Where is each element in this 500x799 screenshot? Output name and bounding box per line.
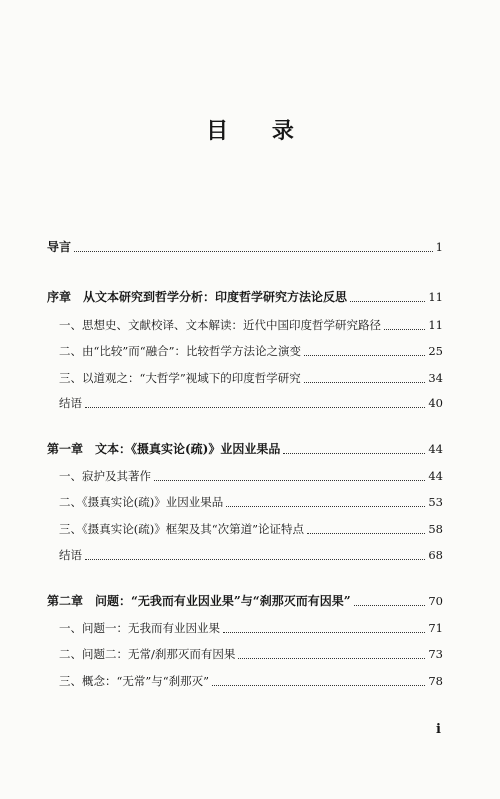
toc-entry-label: 三、以道观之：“大哲学”视域下的印度哲学研究 <box>59 371 301 385</box>
toc-entry-page: 1 <box>435 240 443 254</box>
toc-entry-chapter-2 <box>47 594 443 609</box>
toc-entry-page: 68 <box>428 548 443 562</box>
dot-leader <box>304 382 426 383</box>
toc-entry <box>59 621 443 636</box>
toc-entry <box>59 396 443 411</box>
toc-entry <box>59 344 443 359</box>
toc-entry-label: 一、问题一：无我而有业因业果 <box>59 621 220 635</box>
toc-entry-label: 三、概念：“无常”与“刹那灭” <box>59 674 210 688</box>
dot-leader <box>350 301 425 302</box>
toc-entry <box>59 548 443 563</box>
toc-entry-intro <box>47 240 443 255</box>
toc-entry-page: 73 <box>428 647 443 661</box>
toc-entry <box>59 469 443 484</box>
toc-entry-label: 第二章 问题：“无我而有业因业果”与“刹那灭而有因果” <box>47 594 351 608</box>
toc-entry-label: 第一章 文本：《摄真实论(疏)》业因业果品 <box>47 442 281 456</box>
dot-leader <box>238 658 425 659</box>
toc-entry-label: 结语 <box>59 548 82 562</box>
toc-entry-page: 11 <box>428 290 443 304</box>
toc-entry-label: 二、《摄真实论(疏)》业因业果品 <box>59 495 224 509</box>
dot-leader <box>85 407 425 408</box>
dot-leader <box>354 605 426 606</box>
dot-leader <box>74 251 433 252</box>
toc-entry-label: 二、由“比较”而“融合”：比较哲学方法论之演变 <box>59 344 302 358</box>
toc-entry <box>59 647 443 662</box>
dot-leader <box>85 559 425 560</box>
toc-entry-chapter-1 <box>47 442 443 457</box>
toc-entry-page: 78 <box>428 674 443 688</box>
toc-entry <box>59 371 443 386</box>
dot-leader <box>223 632 425 633</box>
toc-entry <box>59 522 443 537</box>
dot-leader <box>283 453 425 454</box>
page-number: i <box>436 722 441 737</box>
dot-leader <box>226 506 425 507</box>
toc-entry-page: 34 <box>428 371 443 385</box>
toc-entry-page: 44 <box>428 469 443 483</box>
toc-entry-label: 三、《摄真实论(疏)》框架及其“次第道”论证特点 <box>59 522 304 536</box>
toc-entry-label: 一、寂护及其著作 <box>59 469 151 483</box>
toc-entry-page: 53 <box>428 495 443 509</box>
toc-entry-label: 导言 <box>47 240 72 254</box>
toc-entry-page: 44 <box>428 442 443 456</box>
toc-entry-page: 71 <box>428 621 443 635</box>
toc-entry <box>59 495 443 510</box>
toc-entry-label: 结语 <box>59 396 82 410</box>
dot-leader <box>212 685 425 686</box>
toc-entry-label: 序章 从文本研究到哲学分析：印度哲学研究方法论反思 <box>47 290 348 304</box>
toc-entry-page: 25 <box>428 344 443 358</box>
dot-leader <box>304 355 425 356</box>
page-title: 目 录 <box>206 118 312 144</box>
dot-leader <box>154 480 425 481</box>
toc-entry-page: 58 <box>428 522 443 536</box>
toc-entry-page: 11 <box>428 318 443 332</box>
toc-entry-prologue <box>47 290 443 305</box>
toc-entry-label: 二、问题二：无常/刹那灭而有因果 <box>59 647 236 661</box>
toc-entry-page: 70 <box>428 594 443 608</box>
toc-entry-label: 一、思想史、文献校译、文本解读：近代中国印度哲学研究路径 <box>59 318 381 332</box>
toc-entry <box>59 674 443 689</box>
dot-leader <box>307 533 425 534</box>
dot-leader <box>384 329 425 330</box>
toc-entry-page: 40 <box>428 396 443 410</box>
toc-entry <box>59 318 443 333</box>
